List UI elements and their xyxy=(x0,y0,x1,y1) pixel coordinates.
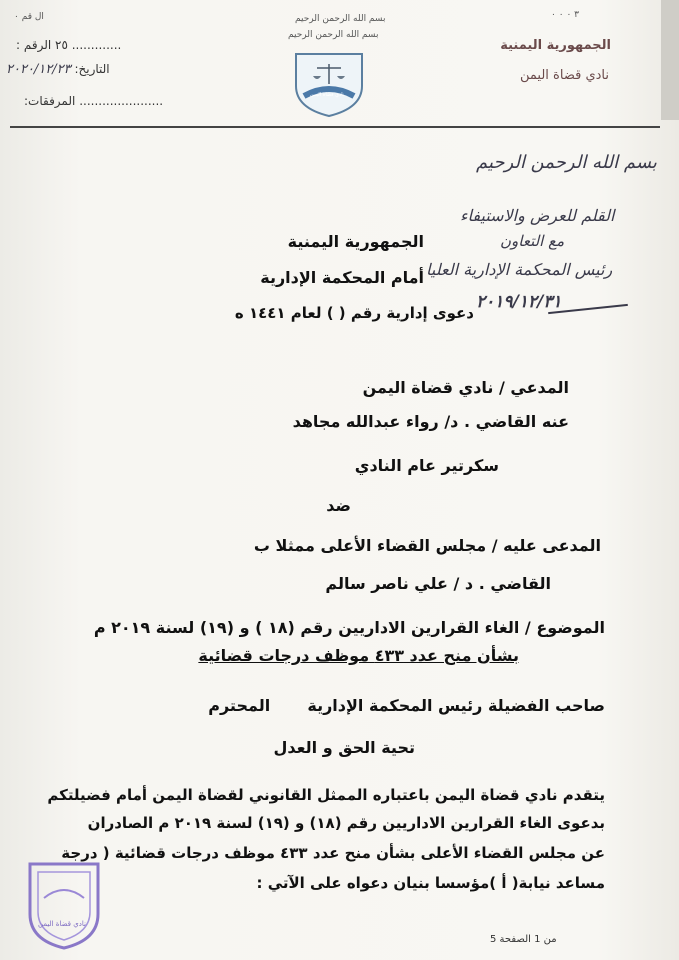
court-republic: الجمهورية اليمنية xyxy=(287,232,424,251)
ref-number-value: ............. ٢٥ xyxy=(55,38,122,52)
body-line2: بدعوى الغاء القرارين الاداريين رقم (١٨) و (١٩) لسنة ٢٠١٩ م الصادران xyxy=(87,814,605,832)
ref-attachments-label: المرفقات: xyxy=(24,94,76,108)
ref-date xyxy=(6,62,110,77)
ref-date-value: ٢٠٢٠/١٢/٢٣ xyxy=(6,62,71,77)
case-number: دعوى إدارية رقم ( ) لعام ١٤٤١ ه xyxy=(234,304,474,322)
plaintiff-representative: عنه القاضي . د/ رواء عبدالله مجاهد xyxy=(292,412,569,431)
logo-label: نادي قضاة اليمن xyxy=(310,92,345,98)
addressee xyxy=(208,696,605,715)
court-before: أمام المحكمة الإدارية xyxy=(260,268,424,287)
subject-line2: بشأن منح عدد ٤٣٣ موظف درجات قضائية xyxy=(198,646,519,665)
page-edge-shadow xyxy=(661,0,679,120)
letterhead-club: نادي قضاة اليمن xyxy=(520,68,609,83)
ref-attachments-value: ...................... xyxy=(79,94,164,108)
defendant: المدعى عليه / مجلس القضاء الأعلى ممثلا ب xyxy=(253,536,601,555)
subject-line1: الموضوع / الغاء القرارين الاداريين رقم (١٨ ) و (١٩) لسنة ٢٠١٩ م xyxy=(93,618,605,637)
page-indicator: 5 من 1 الصفحة xyxy=(490,934,557,945)
addressee-honorific: المحترم xyxy=(208,696,271,715)
club-logo xyxy=(286,46,372,118)
stamp-label: نادي قضاة اليمن xyxy=(38,920,86,928)
top-left-code: ال قم ٠ xyxy=(14,12,44,22)
ref-number-label: الرقم : xyxy=(16,38,52,52)
handwritten-line1: القلم للعرض والاستيفاء xyxy=(460,206,615,225)
handwritten-line2: مع التعاون xyxy=(500,232,565,250)
basmala-top: بسم الله الرحمن الرحيم xyxy=(295,14,386,24)
plaintiff: المدعي / نادي قضاة اليمن xyxy=(362,378,569,397)
handwritten-line3: رئيس المحكمة الإدارية العليا xyxy=(426,260,613,279)
letterhead-republic: الجمهورية اليمنية xyxy=(500,38,611,53)
ref-date-label: التاريخ: xyxy=(74,62,110,76)
greeting: تحية الحق و العدل xyxy=(273,738,415,757)
header-rule xyxy=(10,126,660,128)
ref-attachments xyxy=(24,94,163,108)
official-stamp xyxy=(24,858,104,952)
basmala-second: بسم الله الرحمن الرحيم xyxy=(288,30,379,40)
ref-number xyxy=(16,38,121,52)
body-line3: عن مجلس القضاء الأعلى بشأن منح عدد ٤٣٣ موظف درجات قضائية ( درجة xyxy=(61,844,605,862)
defendant-representative: القاضي . د / علي ناصر سالم xyxy=(325,574,551,593)
handwritten-date: ٢٠١٩/١٢/٣١ xyxy=(476,292,562,312)
addressee-name: صاحب الفضيلة رئيس المحكمة الإدارية xyxy=(307,696,605,715)
representative-title: سكرتير عام النادي xyxy=(354,456,499,475)
handwritten-basmala: بسم الله الرحمن الرحيم xyxy=(476,152,657,173)
versus: ضد xyxy=(326,496,351,515)
body-line4: مساعد نيابة( أ )مؤسسا بنيان دعواه على الآتي : xyxy=(256,874,605,892)
top-right-code: ٣ ٠ ٠ ٠ xyxy=(551,10,579,20)
body-line1: يتقدم نادي قضاة اليمن باعتباره الممثل القانوني لقضاة اليمن أمام فضيلتكم xyxy=(47,786,605,804)
